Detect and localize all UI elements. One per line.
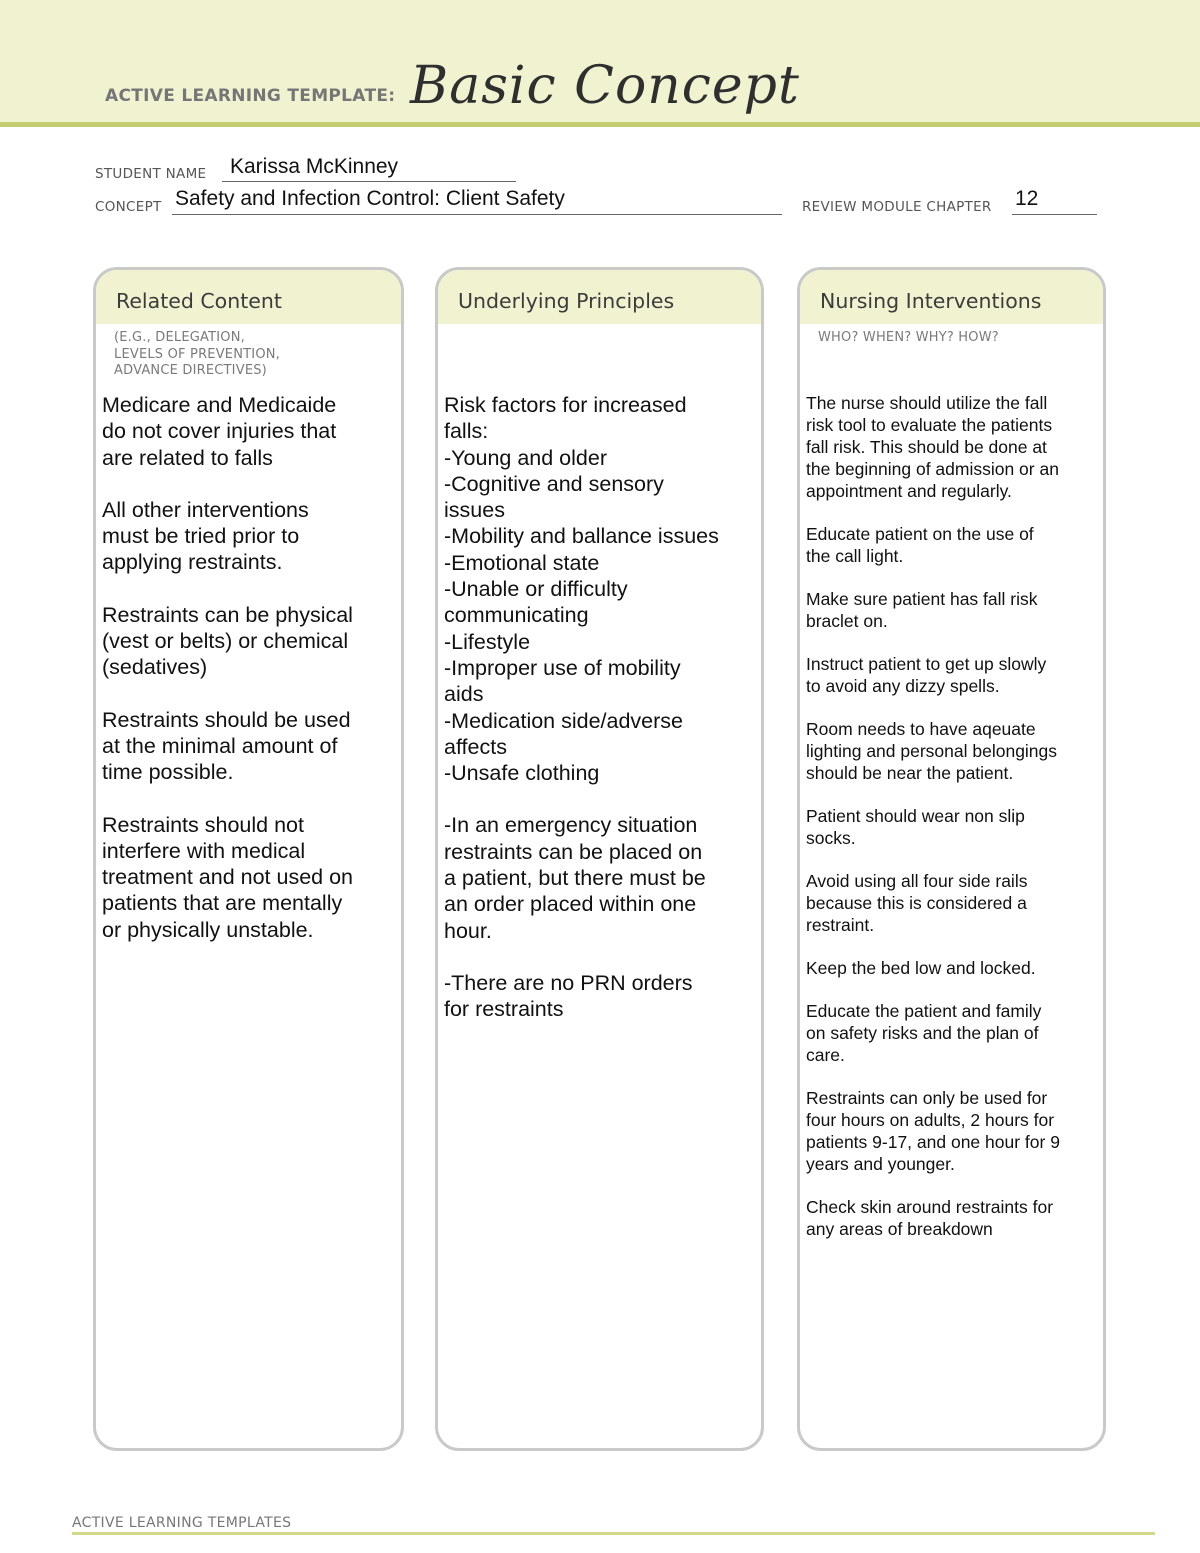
- concept-value[interactable]: Safety and Infection Control: Client Safety: [175, 187, 565, 210]
- paragraph: Patient should wear non slip socks.: [806, 806, 1025, 848]
- paragraph: The nurse should utilize the fall risk tool to evaluate the patients fall risk. This should be done at the beginning of admission or an appointment and regularly.: [806, 393, 1059, 501]
- footer-divider: [72, 1532, 1155, 1535]
- paragraph: Restraints should not interfere with medical treatment and not used on patients that are mentally or physically unstable.: [102, 812, 354, 942]
- related-content-title: Related Content: [116, 289, 282, 313]
- underlying-principles-title: Underlying Principles: [458, 289, 675, 313]
- related-content-body[interactable]: [102, 392, 393, 969]
- concept-label: CONCEPT: [95, 199, 162, 215]
- chapter-value[interactable]: 12: [1015, 187, 1039, 210]
- paragraph: Avoid using all four side rails because this is considered a restraint.: [806, 871, 1028, 935]
- paragraph: Educate patient on the use of the call light.: [806, 524, 1034, 566]
- related-content-panel: [93, 267, 404, 1451]
- paragraph: Instruct patient to get up slowly to avoid any dizzy spells.: [806, 654, 1047, 696]
- related-content-header: [96, 270, 401, 324]
- nursing-interventions-header: [800, 270, 1103, 324]
- nursing-interventions-subtitle: WHO? WHEN? WHY? HOW?: [818, 330, 999, 345]
- nursing-interventions-panel: [797, 267, 1106, 1451]
- paragraph: -In an emergency situation restraints can be placed on a patient, but there must be an order placed within one hour.: [444, 813, 706, 943]
- paragraph: Restraints should be used at the minimal amount of time possible.: [102, 707, 351, 785]
- chapter-underline: [1012, 214, 1097, 215]
- nursing-interventions-body[interactable]: [806, 392, 1095, 1261]
- template-label: ACTIVE LEARNING TEMPLATE:: [105, 86, 396, 106]
- paragraph: Educate the patient and family on safety risks and the plan of care.: [806, 1001, 1042, 1065]
- student-name-value[interactable]: Karissa McKinney: [230, 155, 399, 178]
- paragraph: Restraints can only be used for four hours on adults, 2 hours for patients 9-17, and one hour for 9 years and younger.: [806, 1088, 1060, 1174]
- paragraph: -There are no PRN orders for restraints: [444, 970, 693, 1022]
- underlying-principles-body[interactable]: [444, 392, 753, 1049]
- student-name-underline: [222, 181, 516, 182]
- paragraph: Risk factors for increased falls: -Young and older -Cognitive and sensory issues -Mobility and ballance issues -Emotional state -Unable or difficulty communicating -Lifestyle -Improper use of mobility aids -Medication side/adverse affects -Unsafe clothing: [444, 393, 719, 786]
- paragraph: Room needs to have aqeuate lighting and personal belongings should be near the patient.: [806, 719, 1058, 783]
- related-content-subtitle: (E.G., DELEGATION, LEVELS OF PREVENTION, ADVANCE DIRECTIVES): [114, 330, 281, 378]
- paragraph: Restraints can be physical (vest or belts) or chemical (sedatives): [102, 602, 353, 680]
- student-name-label: STUDENT NAME: [95, 166, 207, 182]
- chapter-label: REVIEW MODULE CHAPTER: [802, 199, 992, 215]
- paragraph: Check skin around restraints for any areas of breakdown: [806, 1197, 1054, 1239]
- underlying-principles-panel: [435, 267, 764, 1451]
- paragraph: All other interventions must be tried prior to applying restraints.: [102, 497, 309, 575]
- template-title: Basic Concept: [410, 56, 800, 116]
- paragraph: Make sure patient has fall risk braclet on.: [806, 589, 1038, 631]
- paragraph: Medicare and Medicaide do not cover injuries that are related to falls: [102, 393, 337, 470]
- concept-underline: [172, 214, 782, 215]
- underlying-principles-header: [438, 270, 761, 324]
- header-divider: [0, 122, 1200, 127]
- footer-text: ACTIVE LEARNING TEMPLATES: [72, 1515, 292, 1531]
- paragraph: Keep the bed low and locked.: [806, 958, 1036, 978]
- nursing-interventions-title: Nursing Interventions: [820, 289, 1042, 313]
